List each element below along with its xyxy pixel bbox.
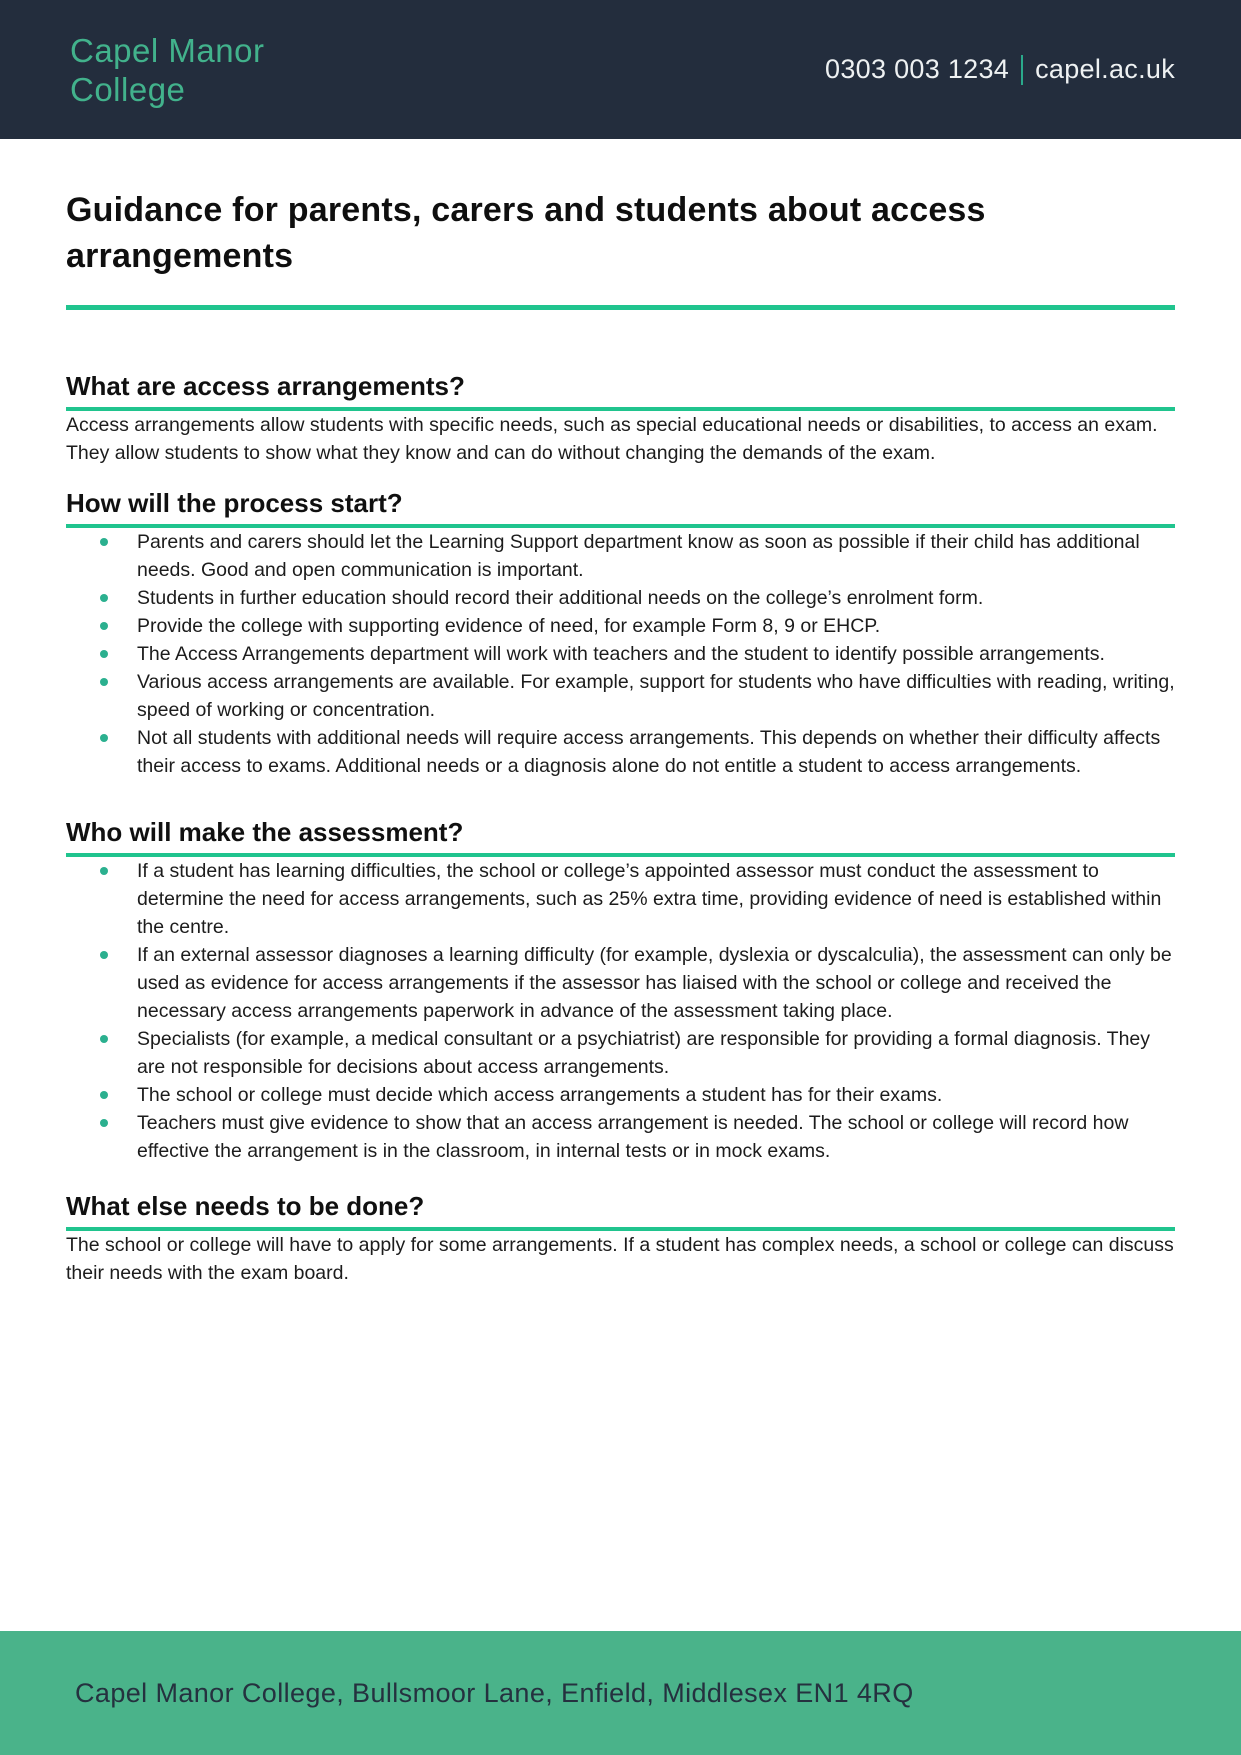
section-paragraph: Access arrangements allow students with specific needs, such as special educational needs or disabilities, to access an exam. They allow students to show what they know and can do without changing the demands of the exam. (66, 414, 1158, 464)
divider-bar (1021, 55, 1023, 85)
list-item: Parents and carers should let the Learning Support department know as soon as possible if their child has additional needs. Good and open communication is important. (100, 528, 1175, 584)
section-heading-what-are-access-arrangements: What are access arrangements? (66, 371, 465, 401)
list-item: The school or college must decide which access arrangements a student has for their exams. (100, 1081, 1175, 1109)
list-item: If a student has learning difficulties, the school or college’s appointed assessor must conduct the assessment to determine the need for access arrangements, such as 25% extra time, providing evidence of need is established within the centre. (100, 857, 1175, 941)
section-heading-how-will-process-start: How will the process start? (66, 488, 403, 518)
header-contact (825, 54, 1175, 85)
page-title: Guidance for parents, carers and students about access arrangements (66, 191, 986, 275)
page-footer (0, 1631, 1241, 1755)
logo-line-1: Capel Manor (70, 31, 265, 69)
college-address: Capel Manor College, Bullsmoor Lane, Enfield, Middlesex EN1 4RQ (75, 1677, 914, 1708)
list-item: Students in further education should record their additional needs on the college’s enrolment form. (100, 584, 1175, 612)
title-underline (66, 305, 1175, 310)
logo-line-2: College (70, 70, 186, 108)
section-heading-what-else-needs-done: What else needs to be done? (66, 1191, 425, 1221)
list-item: Not all students with additional needs will require access arrangements. This depends on whether their difficulty affects their access to exams. Additional needs or a diagnosis alone do not entitle a student to access arrangements. (100, 724, 1175, 780)
website-link: capel.ac.uk (1035, 54, 1175, 84)
section-heading-who-will-make-assessment: Who will make the assessment? (66, 817, 464, 847)
document-body (0, 187, 1241, 1287)
college-logo (70, 31, 264, 109)
list-item: If an external assessor diagnoses a learning difficulty (for example, dyslexia or dyscalculia), the assessment can only be used as evidence for access arrangements if the assessor has liaised with the school or college and received the necessary access arrangements paperwork in advance of the assessment taking place. (100, 941, 1175, 1025)
list-item: Specialists (for example, a medical consultant or a psychiatrist) are responsible for providing a formal diagnosis. They are not responsible for decisions about access arrangements. (100, 1025, 1175, 1081)
list-item: Various access arrangements are available. For example, support for students who have difficulties with reading, writing, speed of working or concentration. (100, 668, 1175, 724)
assessment-bullet-list (66, 857, 1175, 1165)
page-header (0, 0, 1241, 139)
list-item: Provide the college with supporting evidence of need, for example Form 8, 9 or EHCP. (100, 612, 1175, 640)
process-bullet-list (66, 528, 1175, 780)
list-item: The Access Arrangements department will work with teachers and the student to identify possible arrangements. (100, 640, 1175, 668)
list-item: Teachers must give evidence to show that an access arrangement is needed. The school or college will record how effective the arrangement is in the classroom, in internal tests or in mock exams. (100, 1109, 1175, 1165)
phone-number: 0303 003 1234 (825, 54, 1010, 84)
section-paragraph: The school or college will have to apply for some arrangements. If a student has complex needs, a school or college can discuss their needs with the exam board. (66, 1234, 1174, 1284)
